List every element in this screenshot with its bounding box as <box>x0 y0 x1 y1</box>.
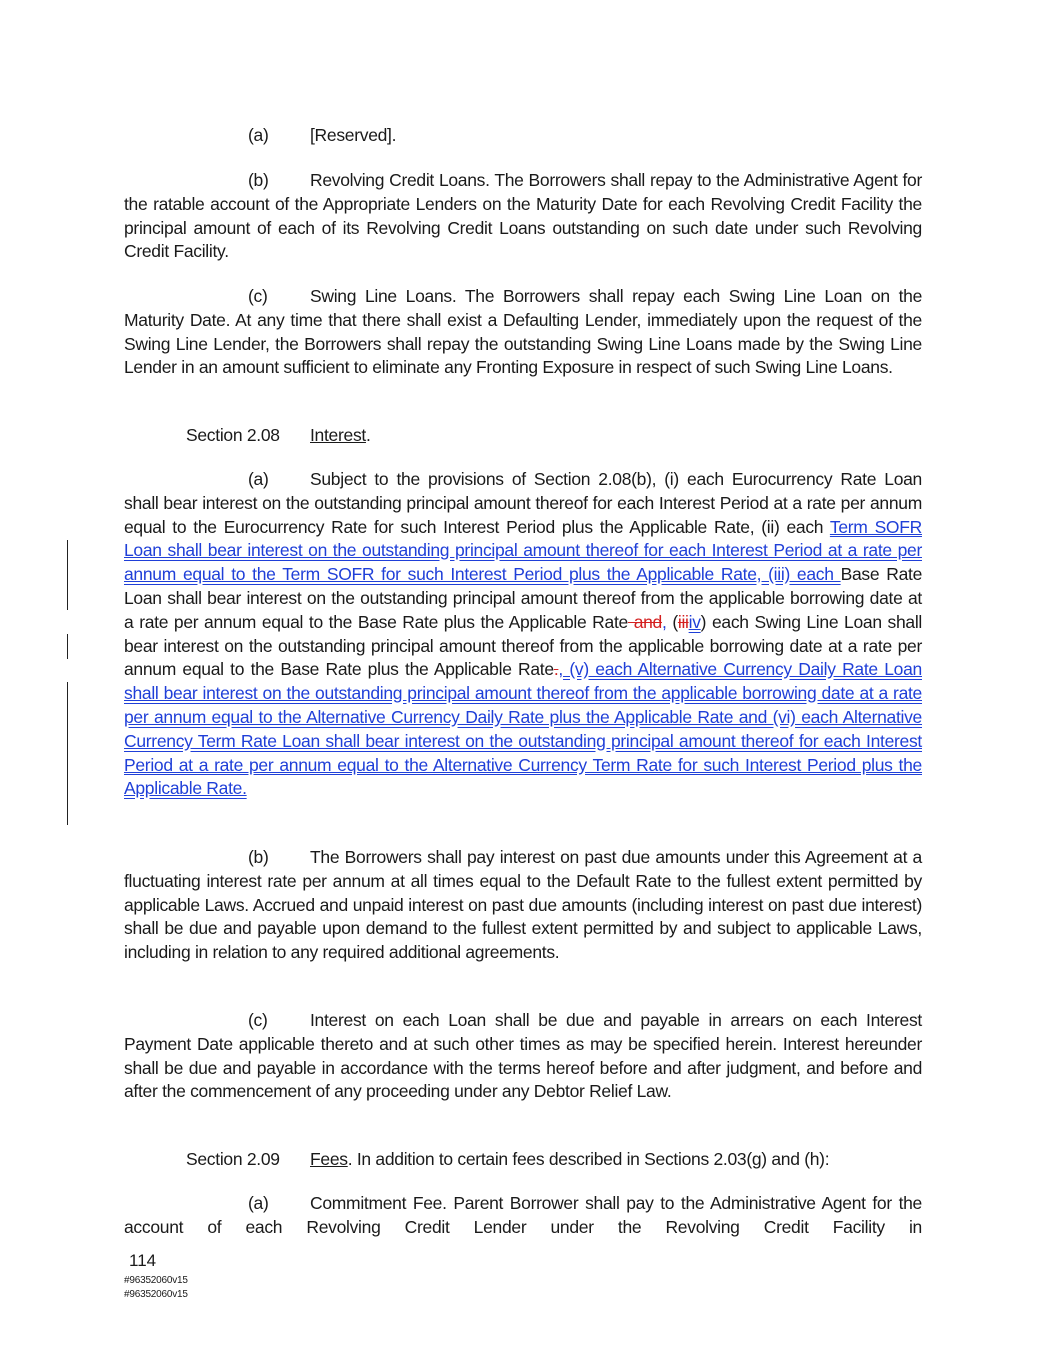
document-id: #96352060v15 <box>124 1275 188 1286</box>
document-id: #96352060v15 <box>124 1289 188 1300</box>
paragraph-text: Interest on each Loan shall be due and payable in arrears on each Interest Payment Date applicable thereto and at such other times as may be specified herein. Interest hereunder shall be due and payable in accordance with the terms hereof before and after judgment, and before and after the commencement of any proceeding under any Debtor Relief Law. <box>124 1010 922 1102</box>
inserted-text: , (v) each Alternative Currency Daily Rate Loan shall bear interest on the outstanding principal amount thereof from the applicable borrowing date at a rate per annum equal to the Alternative Currency Daily Rate plus the Applicable Rate and (vi) each Alternative Currency Term Rate Loan shall bear interest on the outstanding principal amount thereof for each Interest Period at a rate per annum equal to the Alternative Currency Term Rate for such Interest Period plus the Applicable Rate. <box>124 659 922 799</box>
deleted-text: iii <box>677 611 689 632</box>
paragraph-text: Swing Line Loans. The Borrowers shall repay each Swing Line Loan on the Maturity Date. At any time that there shall exist a Defaulting Lender, immediately upon the request of the Swing Line Lender, the Borrowers shall repay the outstanding Swing Line Loans made by the Swing Line Lender in an amount sufficient to eliminate any Fronting Exposure in respect of such Swing Line Loans. <box>124 286 922 378</box>
paragraph-2-07-a <box>124 124 922 148</box>
paragraph-label: (b) <box>248 847 269 867</box>
change-bar <box>67 682 68 825</box>
section-number: Section 2.09 <box>186 1149 280 1169</box>
change-bar <box>67 540 68 610</box>
section-title: Fees <box>310 1149 348 1169</box>
paragraph-label: (c) <box>248 286 268 306</box>
inserted-text: Term SOFR Loan shall bear interest on the outstanding principal amount thereof for each Interest Period at a rate per annum equal to the Term SOFR for such Interest Period plus the Applicable Rate, (iii) each <box>124 516 922 585</box>
paragraph-2-08-c <box>124 1009 922 1104</box>
deleted-text: and <box>627 611 662 632</box>
paragraph-text: [Reserved]. <box>310 125 397 145</box>
paragraph-2-07-c <box>124 285 922 380</box>
paragraph-2-08-a <box>124 468 922 801</box>
section-title-suffix: . <box>365 425 371 445</box>
text-run: Base Rate Loan shall bear interest on the outstanding principal amount thereof from the applicable borrowing date at a rate per annum equal to the Base Rate plus the Applicable Rate <box>124 564 923 632</box>
paragraph-label: (a) <box>248 125 269 145</box>
page-number: 114 <box>129 1251 157 1270</box>
paragraph-2-09-a <box>124 1192 922 1240</box>
section-2-09-heading <box>124 1148 922 1172</box>
section-title: Interest <box>310 425 366 445</box>
paragraph-label: (a) <box>248 1193 269 1213</box>
section-2-08-heading <box>124 424 922 448</box>
paragraph-text: Revolving Credit Loans. The Borrowers shall repay to the Administrative Agent for the ratable account of the Appropriate Lenders on the Maturity Date for each Revolving Credit Facility the principal amount of each of its Revolving Credit Loans outstanding on such date under such Revolving Credit Facility. <box>124 170 922 262</box>
inserted-text: iv <box>688 611 701 632</box>
deleted-text: . <box>553 659 559 680</box>
section-text: . In addition to certain fees described in Sections 2.03(g) and (h): <box>347 1149 830 1169</box>
paragraph-2-07-b <box>124 169 922 264</box>
paragraph-label: (a) <box>248 469 269 489</box>
paragraph-label: (b) <box>248 170 269 190</box>
paragraph-text: Commitment Fee. Parent Borrower shall pay to the Administrative Agent for the account of each Revolving Credit Lender under the Revolving Credit Facility in <box>124 1193 922 1237</box>
paragraph-text: The Borrowers shall pay interest on past due amounts under this Agreement at a fluctuating interest rate per annum at all times equal to the Default Rate to the fullest extent permitted by applicable Laws. Accrued and unpaid interest on past due amounts (including interest on past due interest) shall be due and payable upon demand to the fullest extent permitted by and subject to applicable Laws, including in relation to any required additional agreements. <box>124 847 922 963</box>
section-number: Section 2.08 <box>186 425 280 445</box>
paragraph-label: (c) <box>248 1010 268 1030</box>
inserted-text: , <box>662 611 667 632</box>
text-run: ( <box>666 611 678 632</box>
change-bar <box>67 634 68 659</box>
text-run: Subject to the provisions of Section 2.08(b), (i) each Eurocurrency Rate Loan shall bear interest on the outstanding principal amount thereof for each Interest Period at a rate per annum equal to the Eurocurrency Rate for such Interest Period plus the Applicable Rate, (ii) each <box>124 469 922 537</box>
text-run: ) each Swing Line Loan shall bear interest on the outstanding principal amount thereof from the applicable borrowing date at a rate per annum equal to the Base Rate plus the Applicable Rate <box>124 611 922 680</box>
paragraph-2-08-b <box>124 846 922 965</box>
